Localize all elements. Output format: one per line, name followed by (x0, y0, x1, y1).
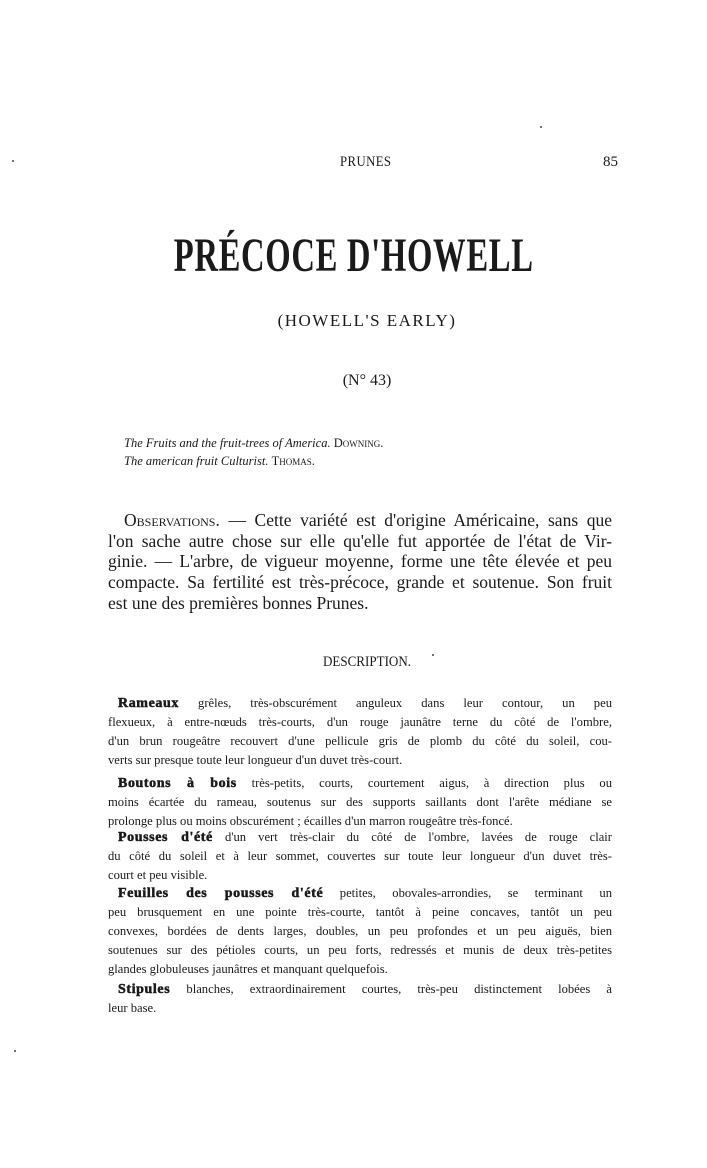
text: blanches, extraordinairement courtes, très-peu distinctement lobées à (186, 982, 612, 996)
description-paragraph (108, 884, 612, 979)
text: — Cette variété est d'origine Américaine, sans que (228, 510, 612, 530)
text: petites, obovales-arrondies, se terminant un (339, 886, 612, 900)
text-line: est une des premières bonnes Prunes. (108, 592, 369, 613)
reference (124, 434, 383, 452)
reference (124, 452, 383, 470)
text: très-petits, courts, courtement aigus, à direction plus ou (251, 776, 613, 790)
text: d'un vert très-clair du côté de l'ombre, lavées de rouge clair (224, 830, 612, 844)
reference-author: Downing. (333, 436, 384, 450)
text-line (108, 980, 612, 999)
text-line: verts sur presque toute leur longueur d'un duvet très-court. (108, 753, 403, 767)
scan-speck (14, 1050, 16, 1052)
description-heading: DESCRIPTION. (322, 654, 412, 670)
text-line (108, 694, 612, 713)
scan-speck (432, 654, 434, 656)
term-lead: Pousses d'été (118, 830, 213, 845)
description-paragraph (108, 828, 612, 885)
text-line: l'on sache autre chose sur elle qu'elle fut apportée de l'état de Vir- (108, 530, 612, 551)
running-title: PRUNES (340, 154, 392, 170)
reference-author: Thomas. (271, 454, 315, 468)
text-line: flexueux, à entre-nœuds très-courts, d'un rouge jaunâtre terne du côté de l'ombre, (108, 715, 612, 729)
text-line: moins écartée du rameau, soutenus sur des supports saillants dont l'arête médiane se (108, 795, 612, 809)
text: grêles, très-obscurément anguleux dans leur contour, un peu (198, 696, 612, 710)
observations-lead: Observations. (124, 510, 220, 530)
text-line (108, 884, 612, 903)
text-line (108, 510, 612, 531)
scan-speck (12, 160, 14, 162)
text-line: prolonge plus ou moins obscurément ; écailles d'un marron rougeâtre très-foncé. (108, 814, 513, 828)
text-line (108, 774, 612, 793)
reference-work: The american fruit Culturist. (124, 454, 269, 468)
term-lead: Rameaux (118, 696, 179, 711)
text-line: compacte. Sa fertilité est très-précoce, grande et soutenue. Son fruit (108, 572, 612, 593)
description-paragraph (108, 980, 612, 1018)
description-paragraph (108, 694, 612, 770)
variety-title (0, 228, 707, 283)
text-line: ginie. — L'arbre, de vigueur moyenne, forme une tête élevée et peu (108, 551, 612, 572)
term-lead: Feuilles des pousses d'été (118, 886, 324, 901)
text-line: peu brusquement en une pointe très-courte, tantôt à peine concaves, tantôt un peu (108, 905, 612, 919)
variety-subtitle: (HOWELL'S EARLY) (277, 311, 457, 330)
observations-paragraph (108, 510, 612, 614)
page-number: 85 (603, 154, 618, 170)
text-line: soutenues sur des pétioles courts, un peu forts, redressés et munis de deux très-petites (108, 943, 612, 957)
description-paragraph (108, 774, 612, 831)
variety-title-text: PRÉCOCE D'HOWELL (173, 229, 534, 282)
text-line: convexes, bordées de dents larges, doubles, un peu profondes et un peu aiguës, bien (108, 924, 612, 938)
references (124, 434, 383, 470)
text-line: leur base. (108, 1001, 157, 1015)
text-line: glandes globuleuses jaunâtres et manquant quelquefois. (108, 962, 388, 976)
text-line (108, 828, 612, 847)
text-line: d'un brun rougeâtre recouvert d'une pellicule gris de plomb du côté du soleil, cou- (108, 734, 612, 748)
scan-speck (540, 126, 542, 128)
reference-work: The Fruits and the fruit-trees of America. (124, 436, 331, 450)
text-line: court et peu visible. (108, 868, 208, 882)
term-lead: Boutons à bois (118, 776, 237, 791)
variety-number: (N° 43) (342, 372, 392, 389)
term-lead: Stipules (118, 982, 171, 997)
text-line: du côté du soleil et à leur sommet, couvertes sur toute leur longueur d'un duvet très- (108, 849, 612, 863)
